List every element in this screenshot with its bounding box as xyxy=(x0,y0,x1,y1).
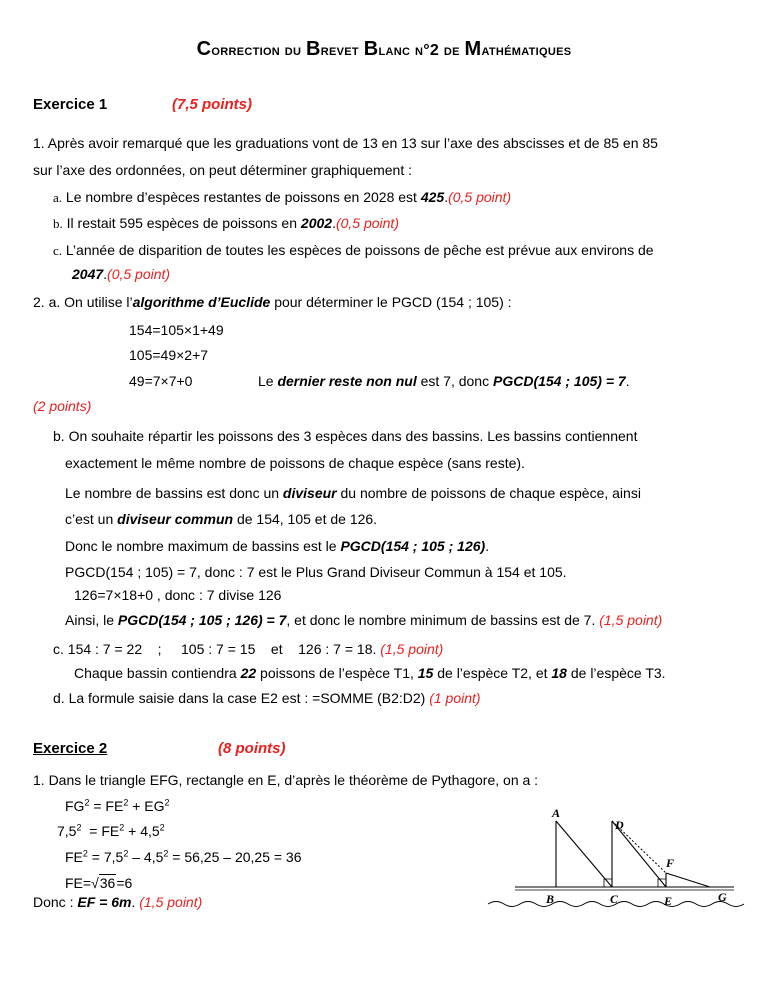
q1b-answer: b. Il restait 595 espèces de poissons en 2002.(0,5 point) xyxy=(53,215,399,231)
q1c-answer: c. L’année de disparition de toutes les espèces de poissons de pêche est prévue aux environs de xyxy=(53,242,654,258)
q2c-line1: c. 154 : 7 = 22 ; 105 : 7 = 15 et 126 : 7 = 18. (1,5 point) xyxy=(53,641,444,657)
segment-ac xyxy=(556,821,612,887)
label-a: A xyxy=(552,806,561,820)
ex2-q1-intro: 1. Dans le triangle EFG, rectangle en E, d’après le théorème de Pythagore, on a : xyxy=(33,772,539,788)
q2b-line1: b. On souhaite répartir les poissons des 3 espèces dans des bassins. Les bassins contiennent xyxy=(53,428,638,444)
page-title: Correction du Brevet Blanc n°2 de Mathématiques xyxy=(196,38,572,60)
q2b-line4: c’est un diviseur commun de 154, 105 et de 126. xyxy=(65,511,378,527)
label-e: E xyxy=(664,894,673,908)
q2b-line8: Ainsi, le PGCD(154 ; 105 ; 126) = 7, et donc le nombre minimum de bassins est de 7. (1,5 point) xyxy=(65,612,663,628)
euclid-step-3: 49=7×7+0 xyxy=(129,373,193,389)
pythagore-line3: $FE^2 = 7,5^2 - 4,5^2 = 56,25 - 20,25 = 36$ xyxy=(65,848,302,865)
q2c-line2: Chaque bassin contiendra 22 poissons de l’espèce T1, 15 de l’espèce T2, et 18 de l’espèce T3. xyxy=(74,665,666,681)
exercise-2-heading: Exercice 2 xyxy=(33,740,108,757)
euclid-step-2: 105=49×2+7 xyxy=(129,347,209,363)
q1c-answer-value: 2047.(0,5 point) xyxy=(72,266,171,282)
q1-intro-line2: sur l’axe des ordonnées, on peut déterminer graphiquement : xyxy=(33,162,413,178)
q1a-answer: a. Le nombre d’espèces restantes de poissons en 2028 est 425.(0,5 point) xyxy=(53,189,512,205)
q2d-line: d. La formule saisie dans la case E2 est : =SOMME (B2:D2) (1 point) xyxy=(53,690,481,706)
q2b-line5: Donc le nombre maximum de bassins est le PGCD(154 ; 105 ; 126). xyxy=(65,538,490,554)
label-d: D xyxy=(615,818,624,832)
q1-intro-line1: 1. Après avoir remarqué que les graduations vont de 13 en 13 sur l’axe des abscisses et de 85 en 85 xyxy=(33,135,658,151)
exercise-1-points: (7,5 points) xyxy=(172,96,253,113)
pythagore-line4: FE=√36=6 xyxy=(65,875,133,891)
label-c: C xyxy=(610,892,619,906)
ex2-q1-conclusion: Donc : EF = 6m. (1,5 point) xyxy=(33,894,203,910)
q2b-line6: PGCD(154 ; 105) = 7, donc : 7 est le Plus Grand Diviseur Commun à 154 et 105. xyxy=(65,564,567,580)
q2b-line2: exactement le même nombre de poissons de chaque espèce (sans reste). xyxy=(65,455,525,471)
label-g: G xyxy=(718,890,727,904)
label-b: B xyxy=(546,892,555,906)
q2a-points: (2 points) xyxy=(33,398,92,414)
pythagore-line2: $7,5^2 = FE^2 + 4,5^2$ xyxy=(57,822,165,839)
segment-fg xyxy=(666,873,710,887)
q2b-line7: 126=7×18+0 , donc : 7 divise 126 xyxy=(74,587,282,603)
q2b-line3: Le nombre de bassins est donc un diviseur du nombre de poissons de chaque espèce, ainsi xyxy=(65,485,641,501)
q2a-intro: 2. a. On utilise l’algorithme d’Euclide pour déterminer le PGCD (154 ; 105) : xyxy=(33,294,512,310)
exercise-1-heading: Exercice 1 xyxy=(33,96,108,113)
geometry-figure xyxy=(470,806,760,930)
pythagore-line1: $FG^2 = FE^2 + EG^2$ xyxy=(65,797,170,814)
euclid-conclusion: Le dernier reste non nul est 7, donc PGCD(154 ; 105) = 7. xyxy=(258,373,630,389)
euclid-step-1: 154=105×1+49 xyxy=(129,322,224,338)
exercise-2-points: (8 points) xyxy=(218,740,286,757)
label-f: F xyxy=(666,856,675,870)
